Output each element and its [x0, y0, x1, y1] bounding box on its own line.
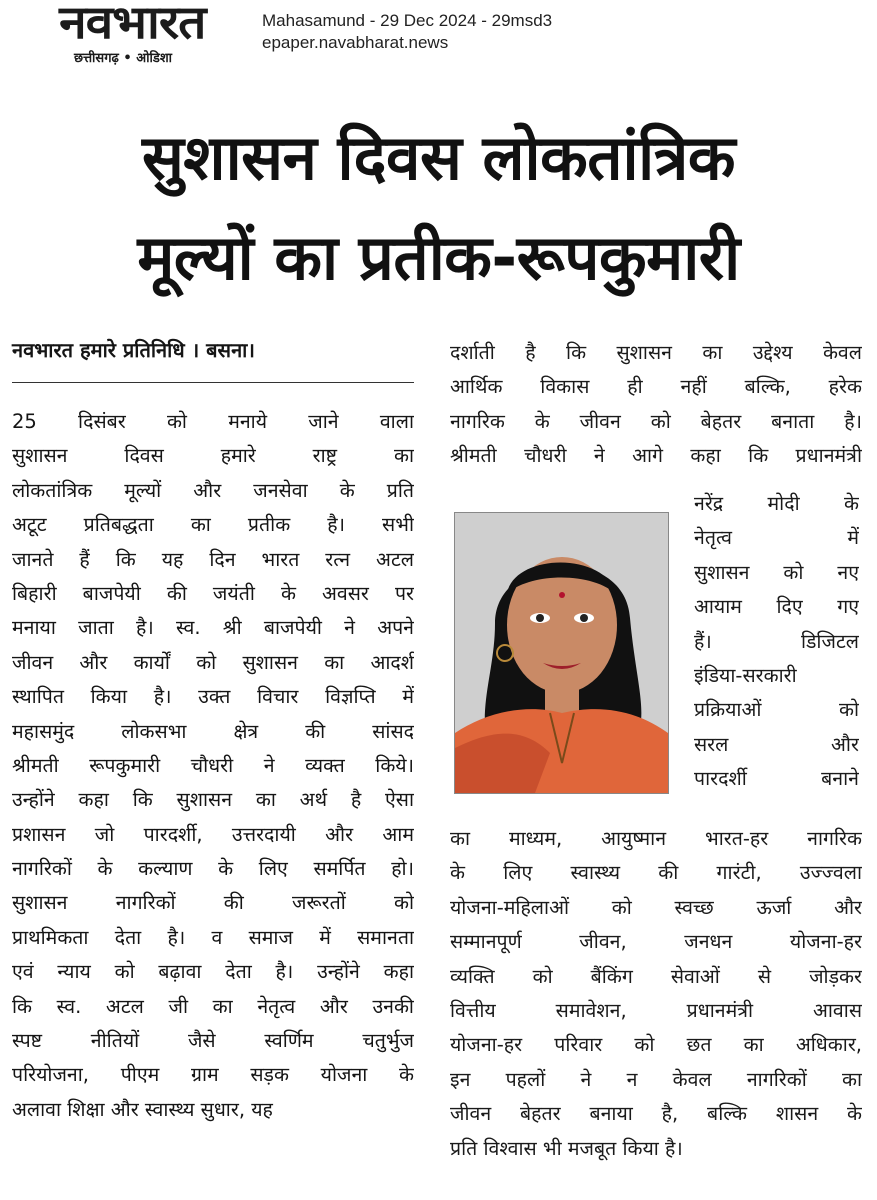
edition-info — [262, 10, 552, 54]
right-column-top-text — [450, 336, 862, 474]
text-line: श्रीमती रूपकुमारी चौधरी ने व्यक्त किये। — [12, 753, 414, 777]
text-line: आर्थिक विकास ही नहीं बल्कि, हरेक — [450, 375, 862, 399]
logo-subtitle: छत्तीसगढ़ • ओडिशा — [73, 51, 173, 66]
left-column — [12, 332, 414, 1127]
text-line: हैं। डिजिटल — [694, 629, 859, 653]
headline-line-1: सुशासन दिवस लोकतांत्रिक — [142, 121, 735, 194]
text-line: प्रक्रियाओं को — [694, 698, 859, 722]
edition-line: Mahasamund - 29 Dec 2024 - 29msd3 — [262, 11, 553, 30]
text-line: परियोजना, पीएम ग्राम सड़क योजना के — [12, 1063, 414, 1087]
masthead — [0, 0, 877, 70]
text-line: उन्होंने कहा कि सुशासन का अर्थ है ऐसा — [12, 788, 414, 812]
text-line: महासमुंद लोकसभा क्षेत्र की सांसद — [12, 719, 414, 743]
left-column-text — [12, 405, 414, 1127]
text-line: योजना-हर परिवार को छत का अधिकार, — [450, 1033, 862, 1057]
text-line: दर्शाती है कि सुशासन का उद्देश्य केवल — [450, 341, 862, 364]
text-line: प्रति विश्वास भी मजबूत किया है। — [450, 1136, 683, 1160]
text-line: नरेंद्र मोदी के — [694, 492, 859, 515]
text-line: अलावा शिक्षा और स्वास्थ्य सुधार, यह — [12, 1097, 273, 1121]
text-line: सुशासन को नए — [694, 560, 859, 584]
text-line: अटूट प्रतिबद्धता का प्रतीक है। सभी — [12, 513, 414, 537]
text-line: सुशासन दिवस हमारे राष्ट्र का — [12, 444, 414, 468]
text-line: 25 दिसंबर को मनाये जाने वाला — [12, 410, 414, 433]
text-line: पारदर्शी बनाने — [694, 767, 859, 791]
text-line: नेतृत्व में — [694, 526, 859, 550]
byline-divider — [12, 382, 414, 383]
newspaper-logo — [8, 0, 238, 66]
text-line: जीवन और कार्यों को सुशासन का आदर्श — [12, 650, 414, 674]
text-line: सुशासन नागरिकों की जरूरतों को — [12, 891, 414, 915]
text-line: इंडिया-सरकारी — [694, 663, 797, 687]
text-line: कि स्व. अटल जी का नेतृत्व और उनकी — [12, 994, 414, 1018]
right-column-wrap-text — [694, 487, 859, 797]
text-line: सम्मानपूर्ण जीवन, जनधन योजना-हर — [450, 930, 862, 954]
text-line: बिहारी बाजपेयी की जयंती के अवसर पर — [12, 581, 414, 605]
text-line: जीवन बेहतर बनाया है, बल्कि शासन के — [450, 1102, 862, 1126]
text-line: नागरिकों के कल्याण के लिए समर्पित हो। — [12, 857, 414, 881]
portrait-image — [455, 513, 668, 793]
logo-text: नवभारत — [59, 0, 206, 49]
text-line: इन पहलों ने न केवल नागरिकों का — [450, 1067, 862, 1091]
text-line: एवं न्याय को बढ़ावा देता है। उन्होंने कहा — [12, 960, 414, 984]
text-line: सरल और — [694, 732, 859, 756]
text-line: प्रशासन जो पारदर्शी, उत्तरदायी और आम — [12, 822, 414, 846]
text-line: आयाम दिए गए — [694, 595, 859, 619]
text-line: लोकतांत्रिक मूल्यों और जनसेवा के प्रति — [12, 478, 414, 502]
portrait-photo — [454, 512, 669, 794]
text-line: प्राथमिकता देता है। व समाज में समानता — [12, 925, 414, 949]
text-line: वित्तीय समावेशन, प्रधानमंत्री आवास — [450, 998, 862, 1022]
byline: नवभारत हमारे प्रतिनिधि । बसना। — [12, 338, 255, 362]
right-column-bottom-text — [450, 822, 862, 1166]
text-line: मनाया जाता है। स्व. श्री बाजपेयी ने अपने — [12, 616, 414, 640]
site-url: epaper.navabharat.news — [262, 33, 449, 52]
article-headline — [0, 108, 877, 308]
headline-line-2: मूल्यों का प्रतीक-रूपकुमारी — [137, 221, 740, 294]
text-line: जानते हैं कि यह दिन भारत रत्न अटल — [12, 547, 414, 571]
text-line: श्रीमती चौधरी ने आगे कहा कि प्रधानमंत्री — [450, 444, 862, 468]
text-line: का माध्यम, आयुष्मान भारत-हर नागरिक — [450, 827, 862, 850]
text-line: स्थापित किया है। उक्त विचार विज्ञप्ति में — [12, 685, 414, 709]
text-line: व्यक्ति को बैंकिंग सेवाओं से जोड़कर — [450, 964, 862, 988]
text-line: के लिए स्वास्थ्य की गारंटी, उज्ज्वला — [450, 861, 862, 885]
text-line: योजना-महिलाओं को स्वच्छ ऊर्जा और — [450, 895, 862, 919]
text-line: नागरिक के जीवन को बेहतर बनाता है। — [450, 409, 862, 433]
text-line: स्पष्ट नीतियों जैसे स्वर्णिम चतुर्भुज — [12, 1029, 414, 1053]
